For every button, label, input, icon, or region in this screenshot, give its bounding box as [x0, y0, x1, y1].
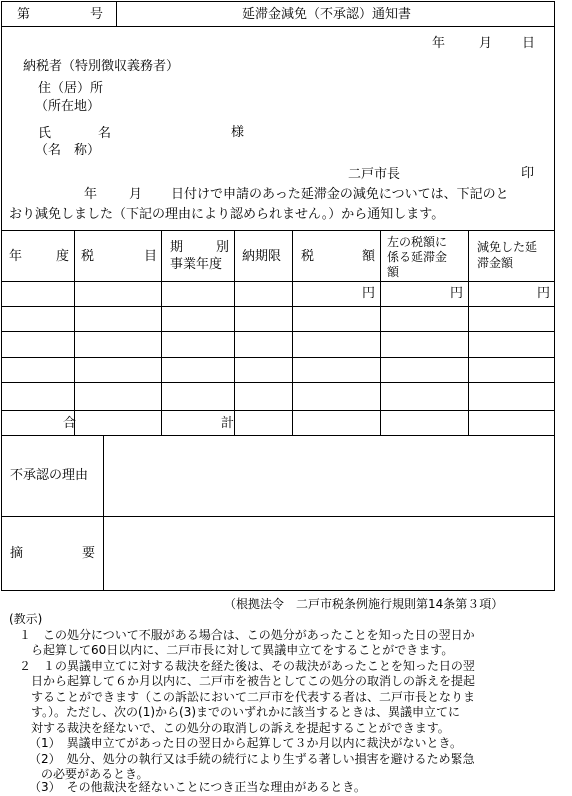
- header-latefee-3: 額: [387, 265, 400, 279]
- row-divider: [1, 410, 555, 411]
- note-1-line-2: ら起算して60日以内に、二戸市長に対して異議申立てをすることができます。: [31, 643, 454, 657]
- body-year: 年: [84, 187, 98, 202]
- total-label-1: 合: [63, 416, 77, 431]
- body-month: 月: [129, 187, 143, 202]
- clause-2-line-1: （2） 処分、処分の執行又は手続の続行により生ずる著しい損害を避けるため緊急: [29, 752, 475, 766]
- col-divider: [380, 230, 381, 436]
- reason-label: 不承認の理由: [10, 468, 89, 483]
- row-divider: [1, 357, 555, 358]
- label-col-divider: [103, 435, 104, 591]
- document-title: 延滞金減免（不承認）通知書: [242, 7, 412, 22]
- name-label-1: 氏: [38, 126, 52, 141]
- number-label-2: 号: [90, 7, 104, 22]
- note-2-line-2: 日から起算して６か月以内に、二戸市を被告としてこの処分の取消しの訴えを提起: [31, 674, 476, 688]
- header-taxitem-2: 目: [144, 249, 158, 264]
- col-divider: [161, 230, 162, 436]
- issuer-name: 二戸市長: [348, 167, 401, 182]
- yen-latefee: 円: [450, 286, 464, 301]
- header-year-1: 年: [9, 249, 23, 264]
- note-2-line-4: す。）。ただし、次の(1)から(3)までのいずれかに該当するときは、異議申立てに: [31, 705, 461, 719]
- yen-amount: 円: [362, 286, 376, 301]
- header-amount-1: 税: [301, 249, 315, 264]
- date-day: 日: [522, 36, 536, 51]
- remarks-label-2: 要: [82, 546, 96, 561]
- notes-title: (教示): [9, 612, 43, 626]
- corp-name-label: （名 称）: [35, 143, 101, 158]
- row-divider: [1, 306, 555, 307]
- header-taxitem-1: 税: [81, 249, 95, 264]
- note-2-line-3: することができます（この訴訟において二戸市を代表する者は、二戸市長となりま: [31, 690, 476, 704]
- date-year: 年: [432, 36, 446, 51]
- col-divider: [74, 230, 75, 436]
- note-2-line-5: 対する裁決を経ないで、この処分の取消しの訴えを提起することができます。: [31, 721, 450, 735]
- row-divider: [1, 516, 555, 517]
- date-month: 月: [479, 36, 493, 51]
- legal-basis: （根拠法令 二戸市税条例施行規則第14条第３項）: [224, 597, 504, 611]
- row-divider: [1, 281, 555, 282]
- header-latefee-2: 係る延滞金: [387, 250, 448, 264]
- header-amount-2: 額: [362, 249, 376, 264]
- taxpayer-label: 納税者（特別徴収義務者）: [23, 59, 180, 74]
- row-divider: [1, 331, 555, 332]
- col-divider: [234, 230, 235, 436]
- col-divider: [292, 230, 293, 436]
- clause-2-line-2: の必要があるとき。: [41, 767, 149, 781]
- clause-3: （3） その他裁決を経ないことにつき正当な理由があるとき。: [29, 780, 366, 794]
- honorific: 様: [231, 125, 245, 140]
- header-latefee-1: 左の税額に: [387, 235, 448, 249]
- remarks-label-1: 摘: [10, 546, 24, 561]
- name-label-2: 名: [98, 126, 112, 141]
- header-period-2: 別: [216, 240, 230, 255]
- note-1-line-1: １ この処分について不服がある場合は、この処分があったことを知った日の翌日か: [19, 628, 475, 642]
- header-exempted-2: 滞金額: [477, 256, 514, 270]
- address-label: 住（居）所: [38, 81, 104, 96]
- col-divider: [468, 230, 469, 436]
- header-period-3: 事業年度: [170, 257, 223, 272]
- note-2-line-1: ２ １の異議申立てに対する裁決を経た後は、その裁決があったことを知った日の翌: [19, 659, 475, 673]
- row-divider: [1, 382, 555, 383]
- header-divider: [116, 1, 117, 27]
- body-line1: 日付けで申請のあった延滞金の減免については、下記のと: [171, 187, 509, 202]
- issuer-seal: 印: [521, 166, 535, 181]
- header-year-2: 度: [56, 249, 70, 264]
- number-label-1: 第: [17, 7, 31, 22]
- clause-1: （1） 異議申立てがあった日の翌日から起算して３か月以内に裁決がないとき。: [29, 736, 463, 750]
- body-line2: おり減免しました（下記の理由により認められません。）から通知します。: [9, 207, 445, 222]
- header-due: 納期限: [242, 249, 282, 264]
- location-label: （所在地）: [35, 99, 101, 114]
- reason-remarks-table: [1, 435, 555, 591]
- header-exempted-1: 減免した延: [477, 240, 538, 254]
- yen-exempted: 円: [537, 286, 551, 301]
- header-period-1: 期: [170, 240, 184, 255]
- total-label-2: 計: [221, 416, 235, 431]
